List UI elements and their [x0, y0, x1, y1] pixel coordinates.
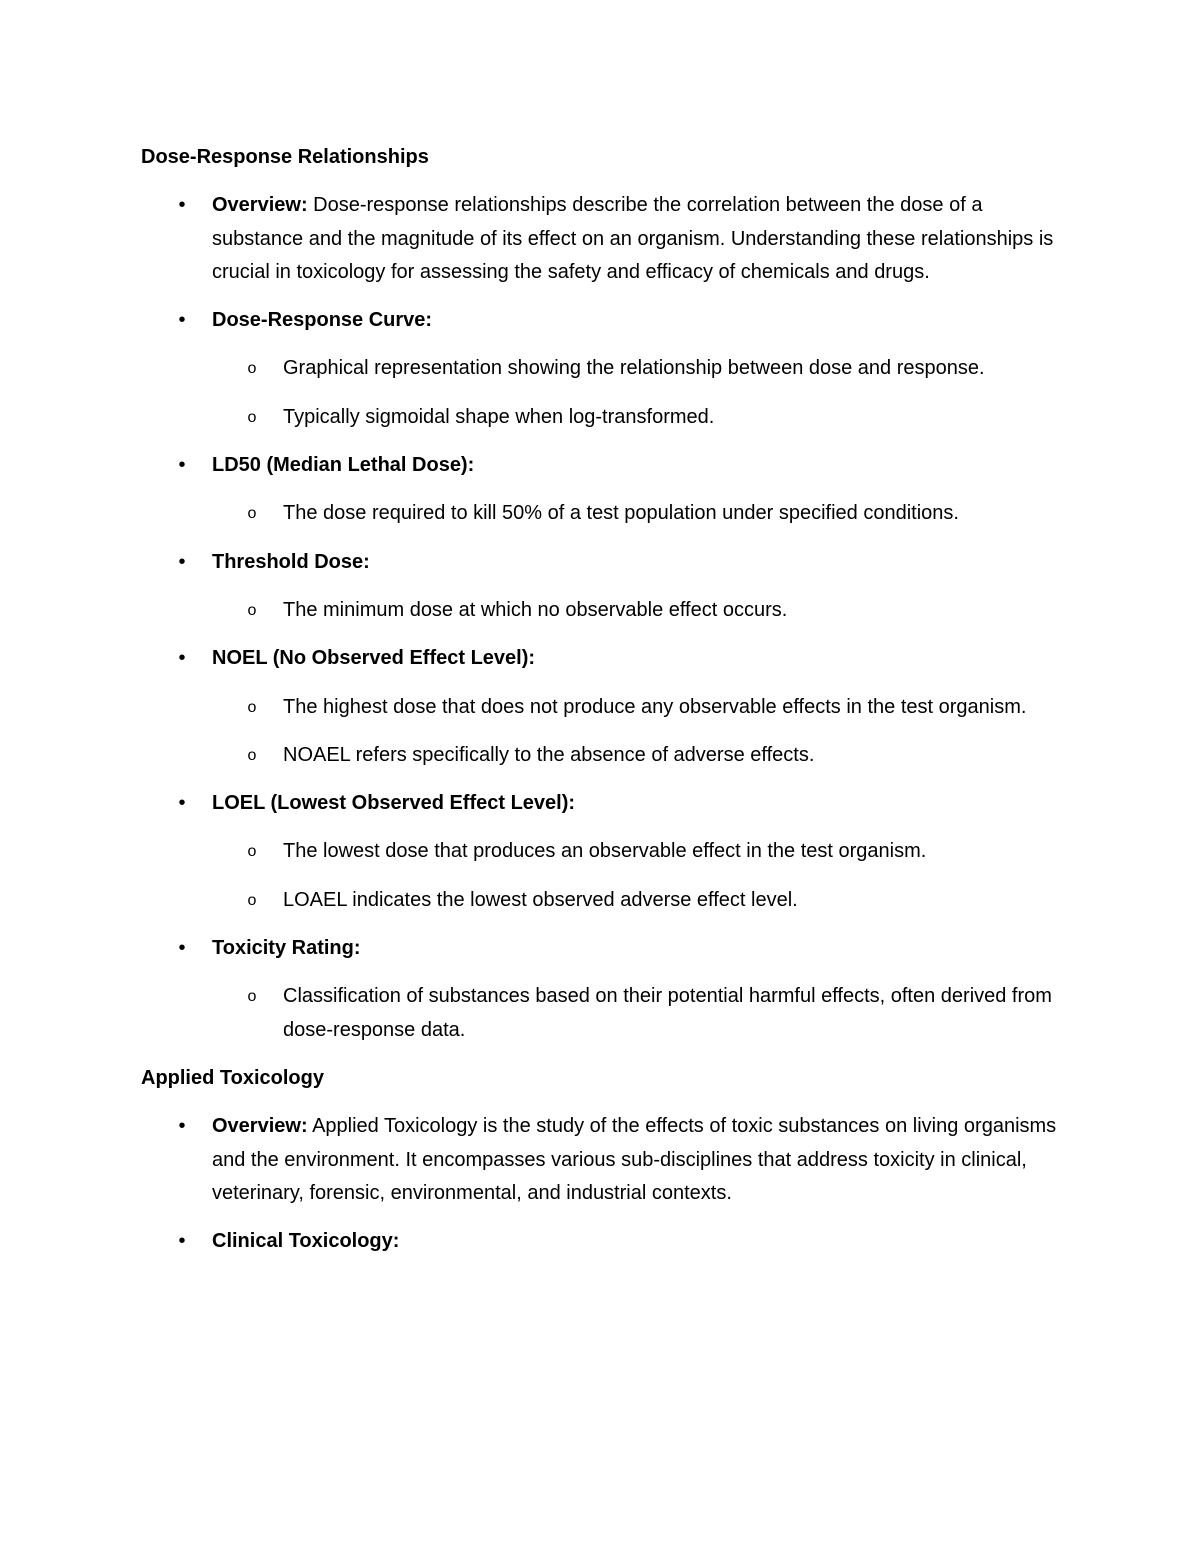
list-item — [141, 932, 1071, 1047]
sub-list-item — [212, 739, 1071, 772]
list-item — [141, 449, 1071, 531]
sub-list-item — [212, 884, 1071, 917]
list-item — [141, 642, 1071, 772]
sub-list-item — [212, 835, 1071, 868]
hollow-bullet-icon: o — [247, 360, 257, 378]
hollow-bullet-icon: o — [247, 988, 257, 1006]
hollow-bullet-icon: o — [247, 505, 257, 523]
bullet-icon: • — [178, 792, 186, 815]
sub-item-text: The highest dose that does not produce any observable effects in the test organism. — [283, 695, 1027, 718]
item-label: Overview: — [212, 194, 308, 217]
sub-item-text: The minimum dose at which no observable effect occurs. — [283, 598, 788, 621]
sub-list — [212, 980, 1071, 1047]
sub-list-item — [212, 594, 1071, 627]
item-label: Dose-Response Curve: — [212, 309, 433, 332]
item-label: Toxicity Rating: — [212, 937, 361, 960]
sub-item-text: The dose required to kill 50% of a test population under specified conditions. — [283, 502, 959, 525]
sub-list — [212, 352, 1071, 434]
sub-list-item — [212, 980, 1071, 1047]
sub-list — [212, 497, 1071, 530]
sub-list — [212, 835, 1071, 917]
bullet-icon: • — [178, 1230, 186, 1253]
bullet-icon: • — [178, 309, 186, 332]
sub-list-item — [212, 352, 1071, 385]
sub-list-item — [212, 497, 1071, 530]
sub-list — [212, 594, 1071, 627]
hollow-bullet-icon: o — [247, 746, 257, 764]
list-item — [141, 787, 1071, 917]
hollow-bullet-icon: o — [247, 698, 257, 716]
hollow-bullet-icon: o — [247, 843, 257, 861]
bullet-icon: • — [178, 647, 186, 670]
section-heading: Dose-Response Relationships — [141, 146, 429, 168]
bullet-icon: • — [178, 550, 186, 573]
list-item — [141, 546, 1071, 628]
item-label: Threshold Dose: — [212, 550, 370, 573]
bullet-icon: • — [178, 194, 186, 217]
bullet-icon: • — [178, 1115, 186, 1138]
item-label: LD50 (Median Lethal Dose): — [212, 454, 475, 477]
sub-list-item — [212, 691, 1071, 724]
sub-list — [212, 691, 1071, 773]
item-label: Overview: — [212, 1115, 308, 1138]
bullet-icon: • — [178, 937, 186, 960]
sub-item-text: Graphical representation showing the relationship between dose and response. — [283, 357, 985, 380]
item-text: Applied Toxicology is the study of the effects of toxic substances on living organisms and the environment. It encompasses various sub-disciplines that address toxicity in clinical, veterinary, forensic, environmental, and industrial contexts. — [212, 1115, 1057, 1204]
sub-item-text: Typically sigmoidal shape when log-transformed. — [283, 405, 715, 428]
hollow-bullet-icon: o — [247, 408, 257, 426]
item-label: NOEL (No Observed Effect Level): — [212, 647, 536, 670]
item-label: Clinical Toxicology: — [212, 1230, 400, 1253]
hollow-bullet-icon: o — [247, 891, 257, 909]
item-label: LOEL (Lowest Observed Effect Level): — [212, 792, 576, 815]
list-item — [141, 304, 1071, 434]
sub-list-item — [212, 401, 1071, 434]
item-text: Dose-response relationships describe the correlation between the dose of a substance and the magnitude of its effect on an organism. Understanding these relationships is crucial in toxicology for assessing the safety and efficacy of chemicals and drugs. — [212, 194, 1054, 283]
sub-item-text: NOAEL refers specifically to the absence of adverse effects. — [283, 743, 815, 766]
list-item — [141, 189, 1071, 289]
section-heading: Applied Toxicology — [141, 1066, 324, 1089]
sub-item-text: The lowest dose that produces an observable effect in the test organism. — [283, 840, 927, 863]
sub-item-text: Classification of substances based on their potential harmful effects, often derived from dose-response data. — [283, 985, 1052, 1041]
bullet-icon: • — [178, 454, 186, 477]
hollow-bullet-icon: o — [247, 601, 257, 619]
list-item — [141, 1225, 1071, 1258]
bullet-list — [141, 189, 1071, 1047]
list-item — [141, 1110, 1071, 1210]
bullet-list — [141, 1110, 1071, 1258]
document-body — [141, 141, 1071, 1273]
sub-item-text: LOAEL indicates the lowest observed adverse effect level. — [283, 888, 798, 911]
